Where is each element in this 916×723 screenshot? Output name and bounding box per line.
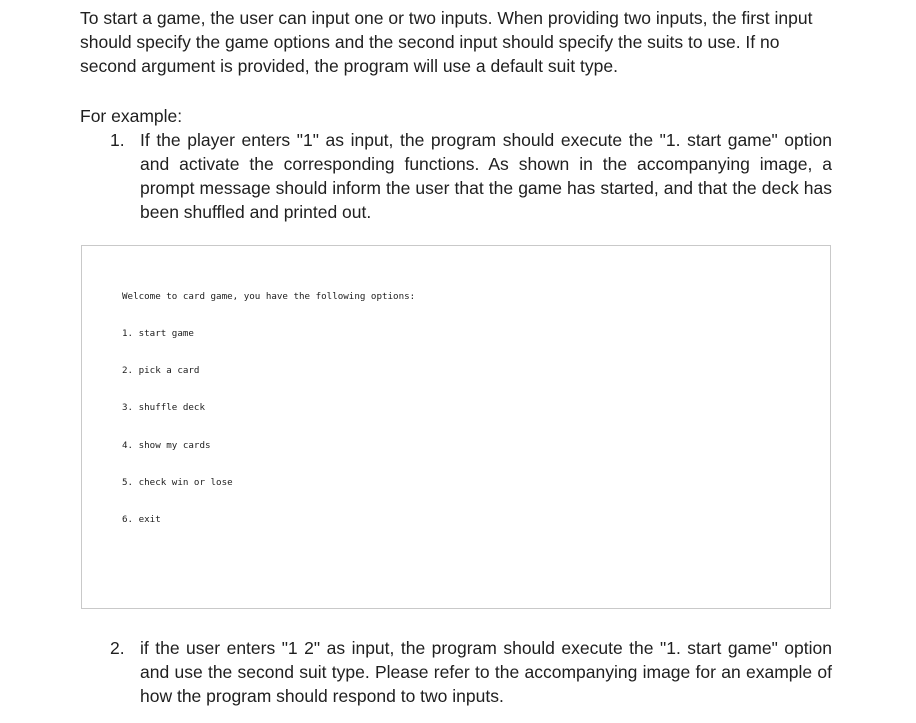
option-line: 6. exit <box>122 514 161 526</box>
list-item-text: if the user enters "1 2" as input, the program should execute the "1. start game" option and use the second suit type. Please refer to the accompanying image for an example of how the program should respond to two inputs. <box>140 638 832 706</box>
for-example-label: For example: <box>80 106 183 126</box>
list-item-2 <box>110 636 832 708</box>
list-item-1 <box>110 128 832 224</box>
option-line: 3. shuffle deck <box>122 402 205 414</box>
console-screenshot <box>81 245 831 609</box>
list-item-number: 2. <box>110 638 125 658</box>
option-line: 2. pick a card <box>122 365 200 377</box>
option-line: 1. start game <box>122 328 194 340</box>
option-line: 4. show my cards <box>122 439 211 451</box>
intro-paragraph: To start a game, the user can input one or two inputs. When providing two inputs, the first input should specify the game options and the second input should specify the suits to use. If no second argument is provided, the program will use a default suit type. <box>80 8 813 76</box>
welcome-line: Welcome to card game, you have the following options: <box>122 290 416 302</box>
option-line: 5. check win or lose <box>122 476 233 488</box>
list-item-text: If the player enters "1" as input, the program should execute the "1. start game" option and activate the corresponding functions. As shown in the accompanying image, a prompt message should inform the user that the game has started, and that the deck has been shuffled and printed out. <box>140 130 832 222</box>
list-item-number: 1. <box>110 130 125 150</box>
